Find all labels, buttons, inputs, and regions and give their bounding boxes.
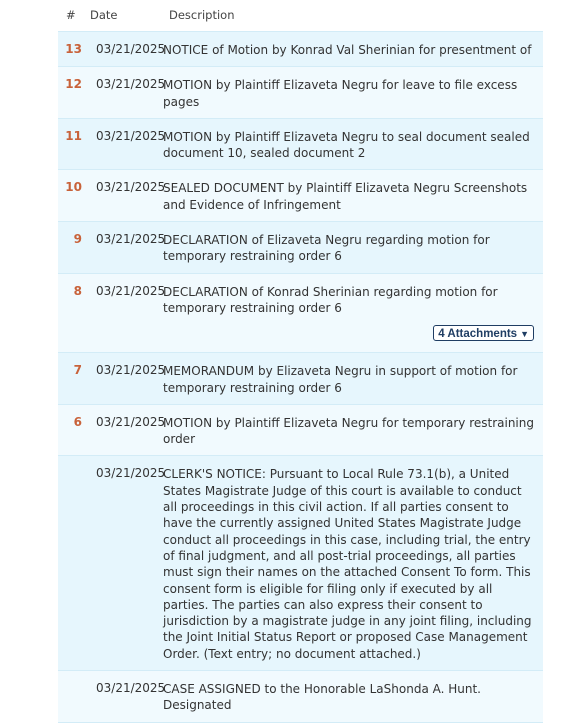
header-date: Date: [90, 8, 118, 22]
entry-number[interactable]: 12: [65, 77, 82, 92]
docket-row: [58, 353, 543, 405]
header-number: #: [66, 8, 76, 22]
entry-date: 03/21/2025: [96, 180, 166, 195]
docket-table: [58, 31, 543, 723]
entry-date: 03/21/2025: [96, 681, 166, 696]
entry-date: 03/21/2025: [96, 77, 166, 92]
docket-row: [58, 170, 543, 222]
entry-description: CASE ASSIGNED to the Honorable LaShonda A. Hunt. Designated: [163, 682, 481, 713]
docket-row: [58, 119, 543, 171]
attachments-area: [58, 324, 543, 352]
entry-number[interactable]: 8: [73, 283, 82, 298]
entry-number[interactable]: 11: [65, 128, 82, 143]
docket-row: [58, 671, 543, 723]
entry-description: NOTICE of Motion by Konrad Val Sherinian for presentment of: [163, 43, 532, 57]
docket-row: [58, 222, 543, 274]
entry-description: MOTION by Plaintiff Elizaveta Negru for temporary restraining order: [163, 415, 534, 447]
docket-row: [58, 405, 543, 457]
entry-description: DECLARATION of Elizaveta Negru regarding motion for temporary restraining order 6: [163, 233, 490, 264]
entry-date: 03/21/2025: [96, 232, 166, 247]
entry-number[interactable]: 7: [73, 363, 82, 378]
entry-date: 03/21/2025: [96, 466, 166, 481]
entry-description: MOTION by Plaintiff Elizaveta Negru to seal document sealed document 10, sealed document 2: [163, 129, 530, 161]
entry-description: MOTION by Plaintiff Elizaveta Negru for leave to file excess pages: [163, 78, 518, 109]
entry-date: 03/21/2025: [96, 363, 166, 378]
caret-down-icon: ▼: [520, 329, 529, 340]
entry-description: CLERK'S NOTICE: Pursuant to Local Rule 73.1(b), a United States Magistrate Judge of this court is available to conduct all proceedings in this civil action. If all parties consent to have the currently assigned United States Magistrate Judge conduct all proceedings in this case, including trial, the entry of final judgment, and all post-trial proceedings, all parties must sign their names on the attached Consent To form. This consent form is eligible for filing only if executed by all parties. The parties can also express their consent to jurisdiction by a magistrate judge in any joint filing, including the Joint Initial Status Report or proposed Case Management Order. (Text entry; no document attached.): [163, 467, 532, 661]
entry-description: DECLARATION of Konrad Sherinian regarding motion for temporary restraining order 6: [163, 284, 498, 315]
entry-description: MEMORANDUM by Elizaveta Negru in support of motion for temporary restraining order 6: [163, 364, 518, 395]
attachments-toggle-button[interactable]: [433, 325, 534, 341]
docket-row: [58, 31, 543, 67]
entry-date: 03/21/2025: [96, 283, 166, 298]
header-description: Description: [169, 8, 235, 22]
docket-row: [58, 274, 543, 354]
attachments-label: 4 Attachments: [438, 328, 518, 341]
entry-number[interactable]: 13: [65, 42, 82, 56]
entry-description: SEALED DOCUMENT by Plaintiff Elizaveta Negru Screenshots and Evidence of Infringement: [163, 181, 528, 212]
docket-row: [58, 67, 543, 119]
entry-number[interactable]: 10: [65, 180, 82, 195]
entry-date: 03/21/2025: [96, 42, 166, 56]
entry-date: 03/21/2025: [96, 128, 166, 143]
entry-number[interactable]: 9: [73, 232, 82, 247]
docket-header: [0, 0, 561, 30]
docket-row: [58, 456, 543, 671]
entry-date: 03/21/2025: [96, 414, 166, 429]
entry-number[interactable]: 6: [73, 414, 82, 429]
